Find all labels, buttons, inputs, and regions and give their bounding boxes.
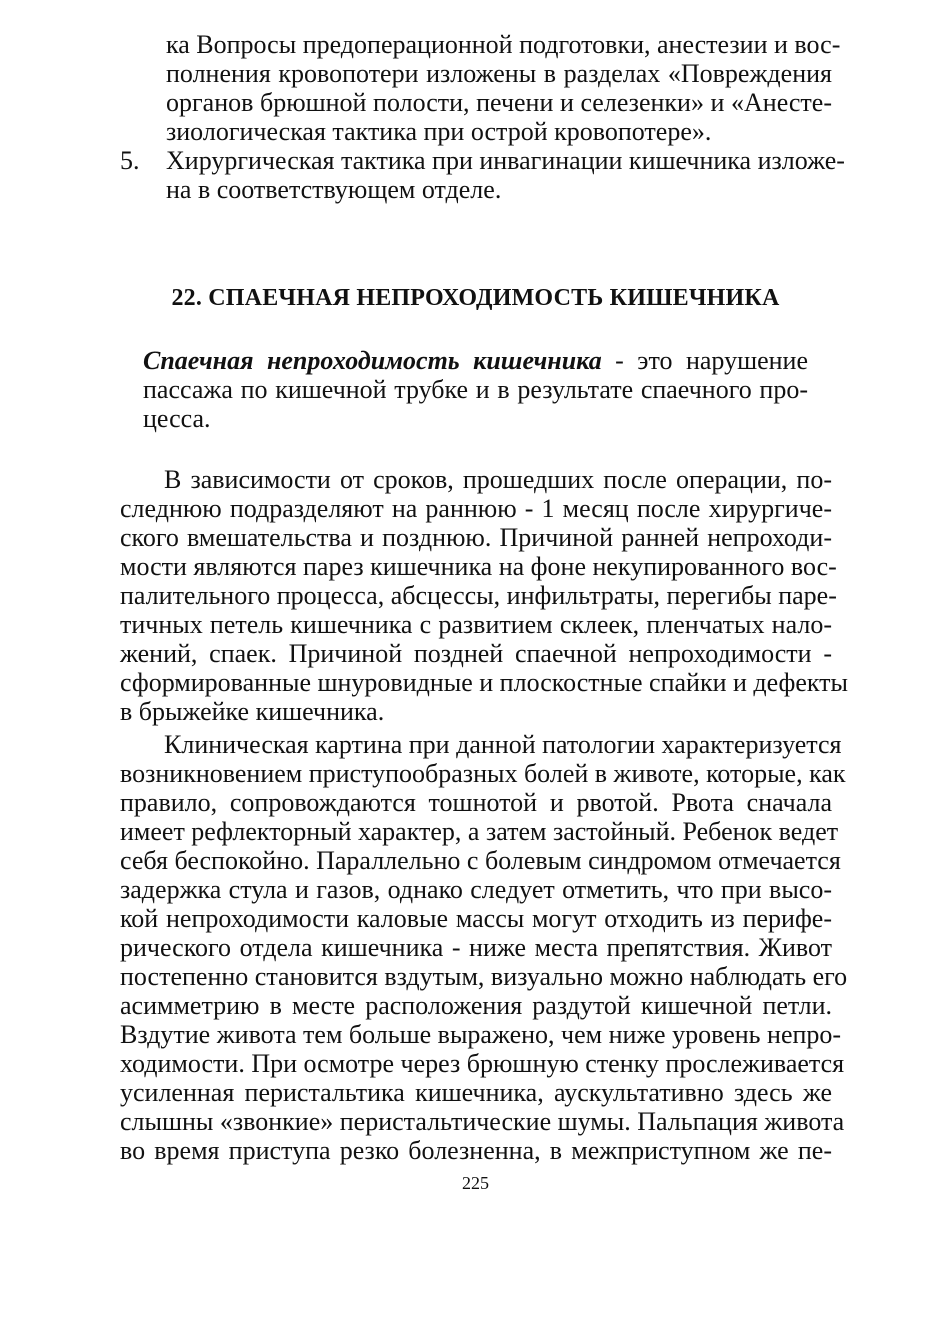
list-item-4-line-2: полнения кровопотери изложены в разделах «Повреждения: [166, 59, 832, 88]
list-item-5-number: 5.: [120, 146, 140, 175]
paragraph-1-line-9: в брыжейке кишечника.: [120, 697, 385, 726]
paragraph-2-line-13: усиленная перистальтика кишечника, аускультативно здесь же: [120, 1078, 832, 1107]
paragraph-1-line-1: В зависимости от сроков, прошедших после операции, по-: [164, 465, 832, 494]
paragraph-1-line-3: ского вмешательства и позднюю. Причиной ранней непроходи-: [120, 523, 832, 552]
paragraph-2-line-12: ходимости. При осмотре через брюшную стенку прослеживается: [120, 1049, 845, 1078]
paragraph-1-line-4: мости являются парез кишечника на фоне некупированного вос-: [120, 552, 837, 581]
definition-line-3: цесса.: [143, 404, 211, 433]
paragraph-1-line-7: жений, спаек. Причиной поздней спаечной непроходимости -: [120, 639, 832, 668]
paragraph-1-line-2: следнюю подразделяют на раннюю - 1 месяц после хирургиче-: [120, 494, 832, 523]
list-item-5-line-2: на в соответствующем отделе.: [166, 175, 502, 204]
paragraph-2-line-8: рического отдела кишечника - ниже места препятствия. Живот: [120, 933, 832, 962]
paragraph-2-line-9: постепенно становится вздутым, визуально можно наблюдать его: [120, 962, 848, 991]
paragraph-2-line-6: задержка стула и газов, однако следует отметить, что при высо-: [120, 875, 832, 904]
paragraph-2-line-1: Клиническая картина при данной патологии характеризуется: [164, 730, 842, 759]
paragraph-2-line-7: кой непроходимости каловые массы могут отходить из перифе-: [120, 904, 832, 933]
paragraph-1-line-5: палительного процесса, абсцессы, инфильтраты, перегибы паре-: [120, 581, 837, 610]
list-item-4-line-4: зиологическая тактика при острой кровопотере».: [166, 117, 712, 146]
paragraph-2-line-4: имеет рефлекторный характер, а затем застойный. Ребенок ведет: [120, 817, 839, 846]
paragraph-2-line-2: возникновением приступообразных болей в животе, которые, как: [120, 759, 846, 788]
paragraph-2-line-5: себя беспокойно. Параллельно с болевым синдромом отмечается: [120, 846, 841, 875]
paragraph-1-line-6: тичных петель кишечника с развитием склеек, пленчатых нало-: [120, 610, 832, 639]
paragraph-1-line-8: сформированные шнуровидные и плоскостные спайки и дефекты: [120, 668, 848, 697]
paragraph-2-line-14: слышны «звонкие» перистальтические шумы. Пальпация живота: [120, 1107, 845, 1136]
definition-line-1: [143, 346, 808, 375]
paragraph-2-line-15: во время приступа резко болезненна, в межприступном же пе-: [120, 1136, 832, 1165]
page-number: 225: [462, 1173, 489, 1193]
paragraph-2-line-11: Вздутие живота тем больше выражено, чем ниже уровень непро-: [120, 1020, 842, 1049]
paragraph-2-line-10: асимметрию в месте расположения раздутой кишечной петли.: [120, 991, 832, 1020]
section-heading: 22. СПАЕЧНАЯ НЕПРОХОДИМОСТЬ КИШЕЧНИКА: [171, 285, 780, 311]
definition-line-1-rest: - это нарушение: [601, 346, 808, 375]
paragraph-2-line-3: правило, сопровождаются тошнотой и рвотой. Рвота сначала: [120, 788, 832, 817]
definition-line-2: пассажа по кишечной трубке и в результате спаечного про-: [143, 375, 808, 404]
list-item-5-line-1: Хирургическая тактика при инвагинации кишечника изложе-: [166, 146, 845, 175]
list-item-4-line-3: органов брюшной полости, печени и селезенки» и «Анесте-: [166, 88, 832, 117]
list-item-4-line-1: ка Вопросы предоперационной подготовки, анестезии и вос-: [166, 30, 841, 59]
definition-term: Спаечная непроходимость кишечника: [143, 346, 602, 375]
